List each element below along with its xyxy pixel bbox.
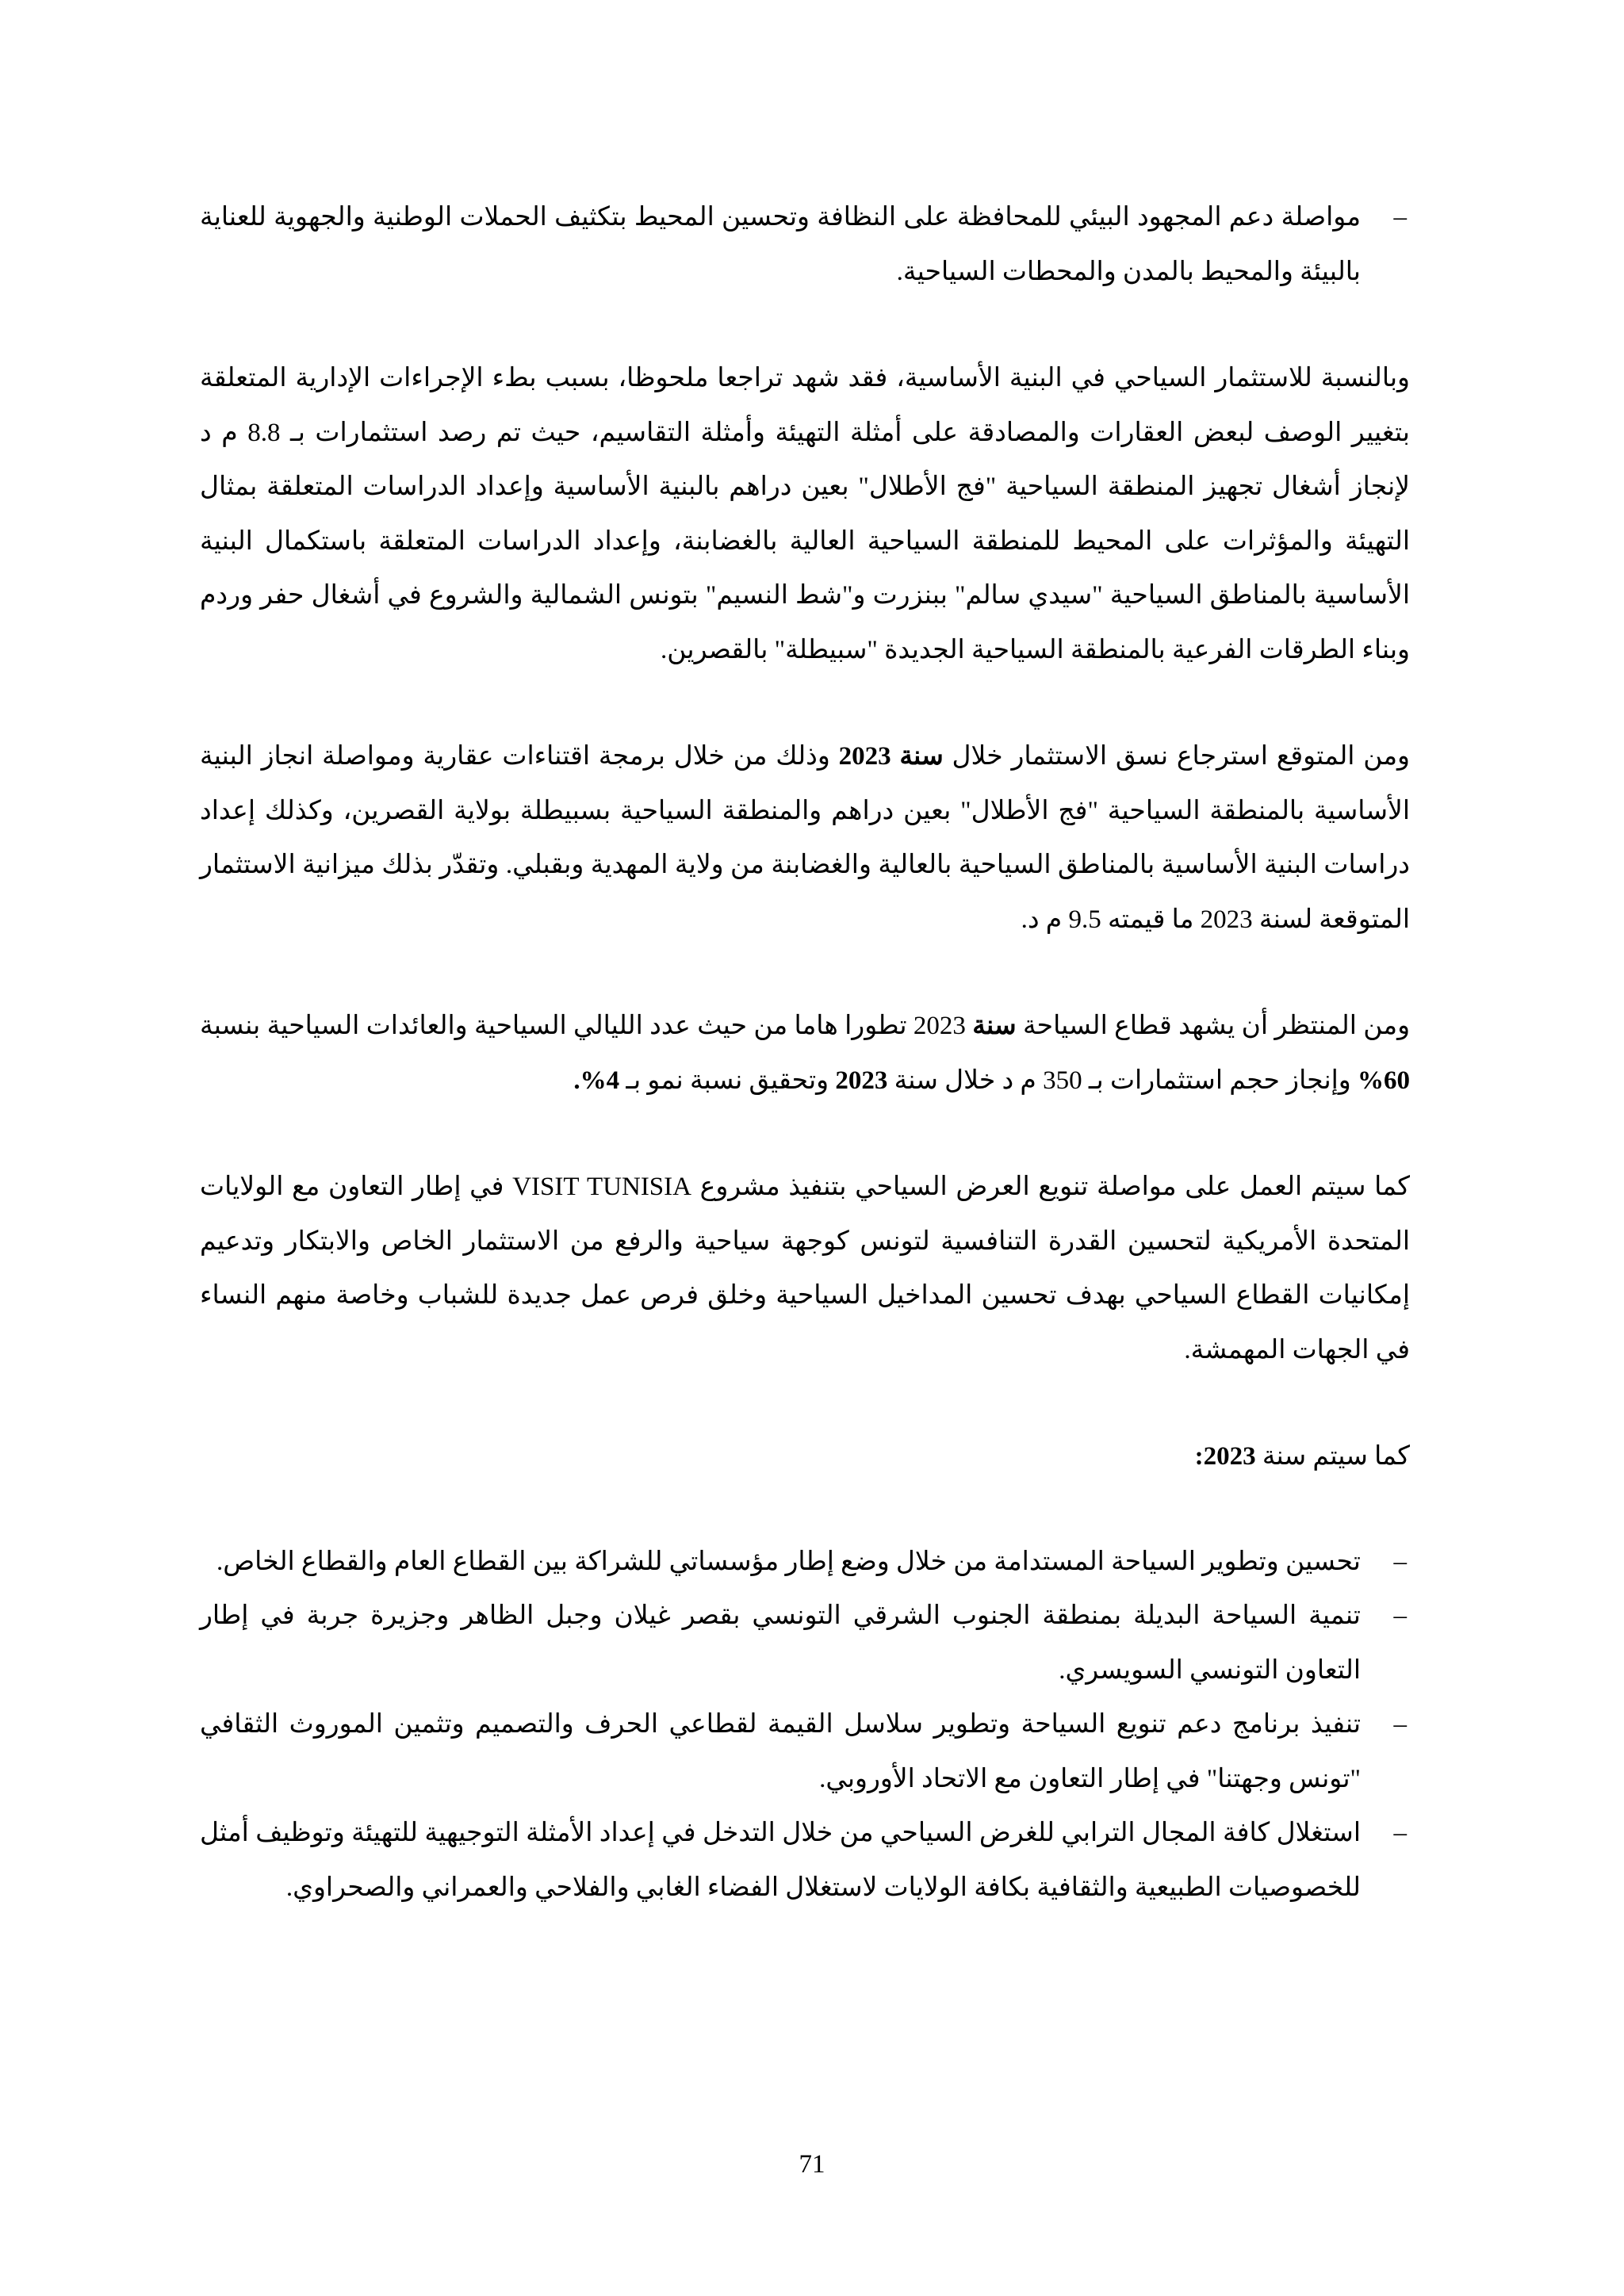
plan-bullet-list (200, 1535, 1410, 1915)
paragraph-text: كما سيتم سنة (1255, 1442, 1410, 1471)
emphasis-year: 2023 (835, 1066, 888, 1095)
bullet-text: تنمية السياحة البديلة بمنطقة الجنوب الشرقي التونسي بقصر غيلان وجبل الظاهر وجزيرة جربة في إطار التعاون التونسي السويسري. (200, 1601, 1361, 1685)
paragraph-text: ومن المنتظر أن يشهد قطاع السياحة (1016, 1012, 1411, 1040)
bullet-text: مواصلة دعم المجهود البيئي للمحافظة على النظافة وتحسين المحيط بتكثيف الحملات الوطنية والجهوية للعناية بالبيئة والمحيط بالمدن والمحطات السياحية. (200, 203, 1361, 286)
list-item (200, 1697, 1410, 1806)
paragraph-infrastructure-investment: وبالنسبة للاستثمار السياحي في البنية الأساسية، فقد شهد تراجعا ملحوظا، بسبب بطء الإجراءات الإدارية المتعلقة بتغيير الوصف لبعض العقارات والمصادقة على أمثلة التهيئة وأمثلة التقاسيم، حيث تم رصد استثمارات بـ 8.8 م د لإنجاز أشغال تجهيز المنطقة السياحية "فج الأطلال" بعين دراهم بالبنية الأساسية وإعداد الدراسات المتعلقة بمثال التهيئة والمؤثرات على المحيط للمنطقة السياحية العالية بالغضابنة، وإعداد الدراسات المتعلقة باستكمال البنية الأساسية بالمناطق السياحية "سيدي سالم" ببنزرت و"شط النسيم" بتونس الشمالية والشروع في أشغال حفر وردم وبناء الطرقات الفرعية بالمنطقة السياحية الجديدة "سبيطلة" بالقصرين. (200, 364, 1410, 664)
list-item (200, 1589, 1410, 1697)
bullet-dash: – (1393, 203, 1407, 232)
paragraph-text: وإنجاز حجم استثمارات بـ 350 م د خلال سنة (887, 1066, 1358, 1095)
bullet-text: استغلال كافة المجال الترابي للغرض السياحي من خلال التدخل في إعداد الأمثلة التوجيهية للتهيئة وتوظيف أمثل للخصوصيات الطبيعية والثقافية بكافة الولايات لاستغلال الفضاء الغابي والفلاحي والعمراني والصحراوي. (200, 1819, 1361, 1902)
paragraph-investment-2023 (200, 729, 1410, 947)
emphasis-text: سنة (972, 1012, 1017, 1040)
intro-bullet-list (200, 190, 1410, 299)
paragraph-text: وذلك من خلال برمجة اقتناءات عقارية ومواصلة انجاز البنية الأساسية بالمنطقة السياحية "فج الأطلال" بعين دراهم والمنطقة السياحية بسبيطلة بولاية القصرين، وكذلك إعداد دراسات البنية الأساسية بالمناطق السياحية بالعالية والغضابنة من ولاية المهدية وبقبلي. وتقدّر بذلك ميزانية الاستثمار المتوقعة لسنة 2023 ما قيمته 9.5 م د. (200, 742, 1410, 934)
emphasis-growth-rate: 4%. (573, 1066, 620, 1095)
list-item (200, 190, 1410, 299)
bullet-dash: – (1393, 1819, 1407, 1847)
paragraph-text: 2023 تطورا هاما من حيث عدد الليالي السياحية والعائدات السياحية بنسبة (200, 1012, 973, 1040)
emphasis-year: 2023: (1194, 1442, 1256, 1471)
emphasis-text: سنة 2023 (838, 742, 944, 771)
paragraph-tourism-outlook (200, 999, 1410, 1108)
bullet-dash: – (1393, 1601, 1407, 1630)
paragraph-visit-tunisia: كما سيتم العمل على مواصلة تنويع العرض السياحي بتنفيذ مشروع VISIT TUNISIA في إطار التعاون مع الولايات المتحدة الأمريكية لتحسين القدرة التنافسية لتونس كوجهة سياحية والرفع من الاستثمار الخاص والابتكار وتدعيم إمكانيات القطاع السياحي بهدف تحسين المداخيل السياحية وخلق فرص عمل جديدة للشباب وخاصة منهم النساء في الجهات المهمشة. (200, 1173, 1410, 1364)
paragraph-text: ومن المتوقع استرجاع نسق الاستثمار خلال (943, 742, 1410, 771)
bullet-dash: – (1393, 1710, 1407, 1739)
paragraph-2023-plan-heading (200, 1429, 1410, 1484)
paragraph-text: وتحقيق نسبة نمو بـ (619, 1066, 836, 1095)
list-item (200, 1535, 1410, 1590)
bullet-text: تنفيذ برنامج دعم تنويع السياحة وتطوير سلاسل القيمة لقطاعي الحرف والتصميم وتثمين الموروث الثقافي "تونس وجهتنا" في إطار التعاون مع الاتحاد الأوروبي. (200, 1710, 1361, 1793)
list-item (200, 1806, 1410, 1915)
bullet-dash: – (1393, 1547, 1407, 1576)
emphasis-percentage: 60% (1358, 1066, 1410, 1095)
bullet-text: تحسين وتطوير السياحة المستدامة من خلال وضع إطار مؤسساتي للشراكة بين القطاع العام والقطاع الخاص. (216, 1547, 1361, 1576)
page-number: 71 (799, 2150, 825, 2179)
